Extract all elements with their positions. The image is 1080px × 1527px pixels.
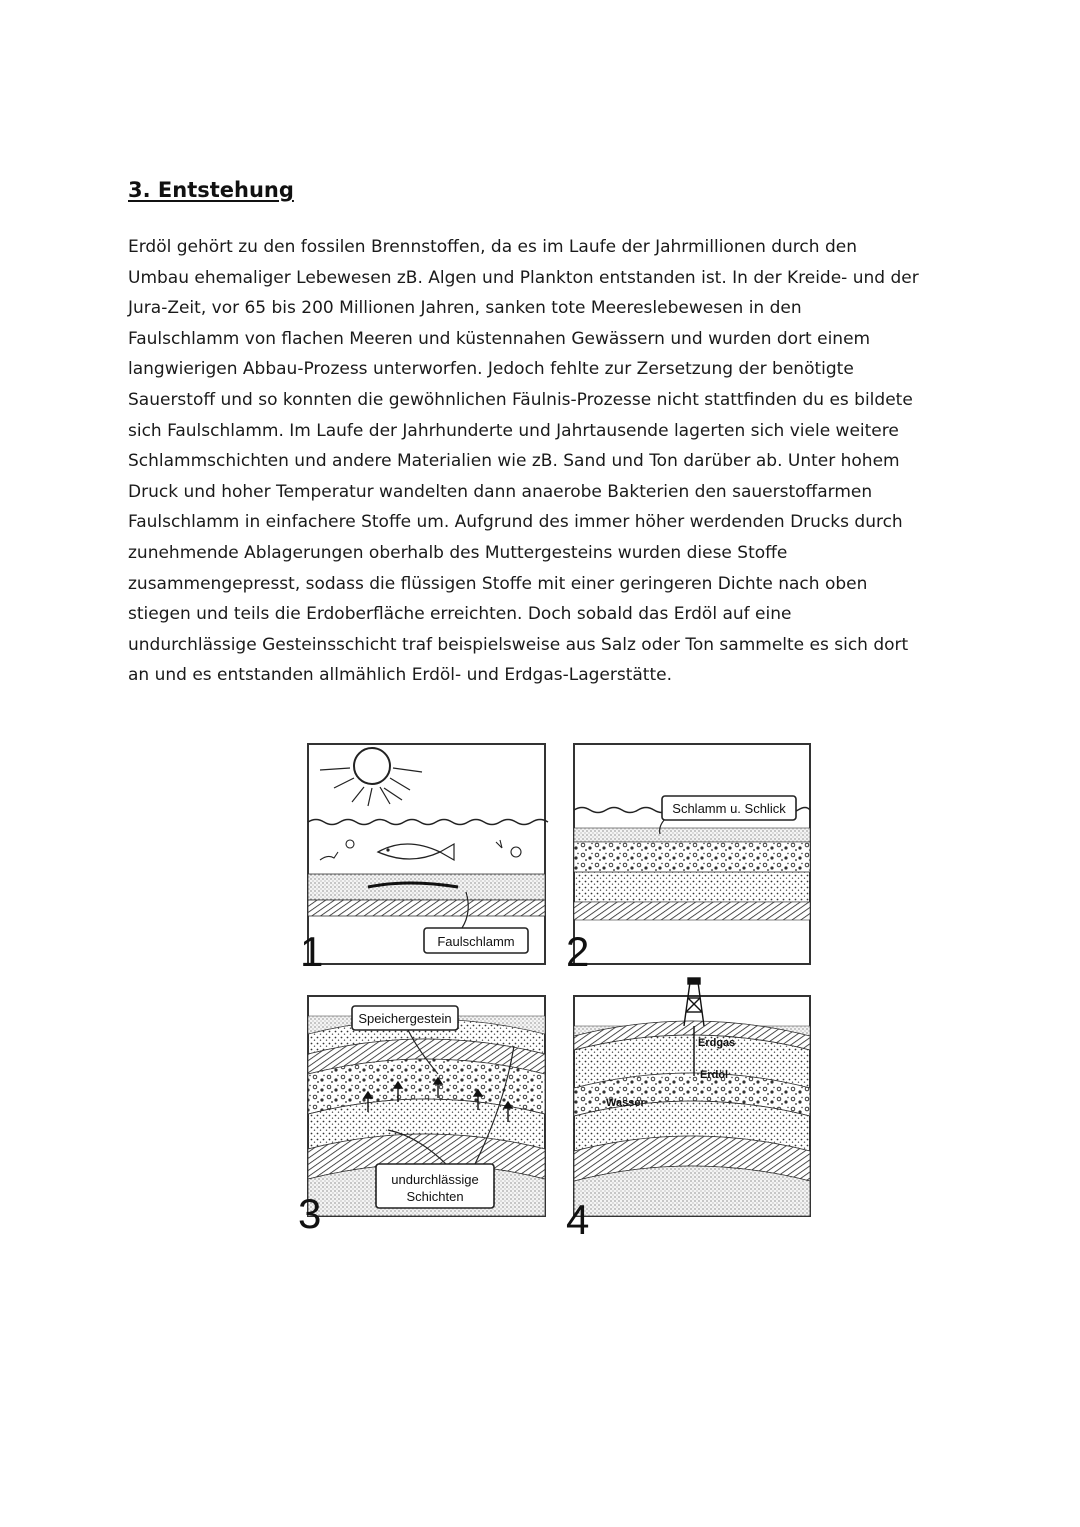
sand-layer: [574, 872, 810, 902]
anticline-layers: [574, 1021, 810, 1216]
diagram-panel-2: [566, 742, 816, 974]
body-paragraph: [128, 232, 968, 691]
label-erdoel: Erdöl: [700, 1069, 729, 1081]
diagram-panel-1: [298, 742, 550, 974]
paragraph-line: langwierigen Abbau-Prozess unterworfen. Jedoch fehlte zur Zersetzung der benötigte: [128, 359, 854, 380]
paragraph-line: zunehmende Ablagerungen oberhalb des Muttergesteins wurden diese Stoffe: [128, 542, 788, 563]
label-schlamm-schlick: Schlamm u. Schlick: [672, 801, 786, 816]
paragraph-line: undurchlässige Gesteinsschicht traf beispielsweise aus Salz oder Ton sammelte es sich dort: [128, 634, 909, 655]
diagram-panel-4: [566, 976, 816, 1238]
paragraph-line: stiegen und teils die Erdoberfläche erreichten. Doch sobald das Erdöl auf eine: [128, 604, 792, 625]
mud-layer: [574, 828, 810, 842]
panel-number: 2: [566, 928, 590, 974]
sediment-layer: [308, 874, 545, 900]
paragraph-line: sich Faulschlamm. Im Laufe der Jahrhunderte und Jahrtausende lagerten sich viele weitere: [128, 420, 899, 441]
paragraph-line: zusammengepresst, sodass die flüssigen Stoffe mit einer geringeren Dichte nach oben: [128, 573, 868, 594]
paragraph-line: Druck und hoher Temperatur wandelten dann anaerobe Bakterien den sauerstoffarmen: [128, 481, 873, 502]
label-faulschlamm: Faulschlamm: [437, 934, 515, 949]
label-schichten: Schichten: [406, 1189, 464, 1204]
paragraph-line: an und es entstanden allmählich Erdöl- und Erdgas-Lagerstätte.: [128, 665, 672, 686]
paragraph-line: Umbau ehemaliger Lebewesen zB. Algen und Plankton entstanden ist. In der Kreide- und der: [128, 267, 919, 288]
rock-layer: [308, 900, 545, 916]
section-heading: 3. Entstehung: [128, 178, 294, 202]
paragraph-line: Faulschlamm von flachen Meeren und küstennahen Gewässern und wurden dort einem: [128, 328, 871, 349]
label-undurchlaessige: undurchlässige: [391, 1172, 479, 1187]
paragraph-line: Jura-Zeit, vor 65 bis 200 Millionen Jahren, sanken tote Meereslebewesen in den: [128, 298, 802, 319]
diagram-panel-3: [298, 994, 550, 1234]
rock-layer: [574, 902, 810, 920]
paragraph-line: Sauerstoff und so konnten die gewöhnlichen Fäulnis-Prozesse nicht stattfinden du es bildete: [128, 389, 913, 410]
paragraph-line: Schlammschichten und andere Materialien wie zB. Sand und Ton darüber ab. Unter hohem: [128, 451, 900, 472]
paragraph-line: Erdöl gehört zu den fossilen Brennstoffen, da es im Laufe der Jahrmillionen durch den: [128, 237, 857, 257]
label-speichergestein: Speichergestein: [358, 1011, 452, 1026]
panel-number: 4: [566, 1196, 590, 1238]
paragraph-line: Faulschlamm in einfachere Stoffe um. Aufgrund des immer höher werdenden Drucks durch: [128, 512, 903, 533]
panel-number: 3: [298, 1190, 322, 1234]
label-wasser: Wasser: [606, 1097, 645, 1109]
label-erdgas: Erdgas: [698, 1037, 736, 1049]
panel-number: 1: [300, 928, 324, 974]
gravel-layer: [574, 842, 810, 872]
